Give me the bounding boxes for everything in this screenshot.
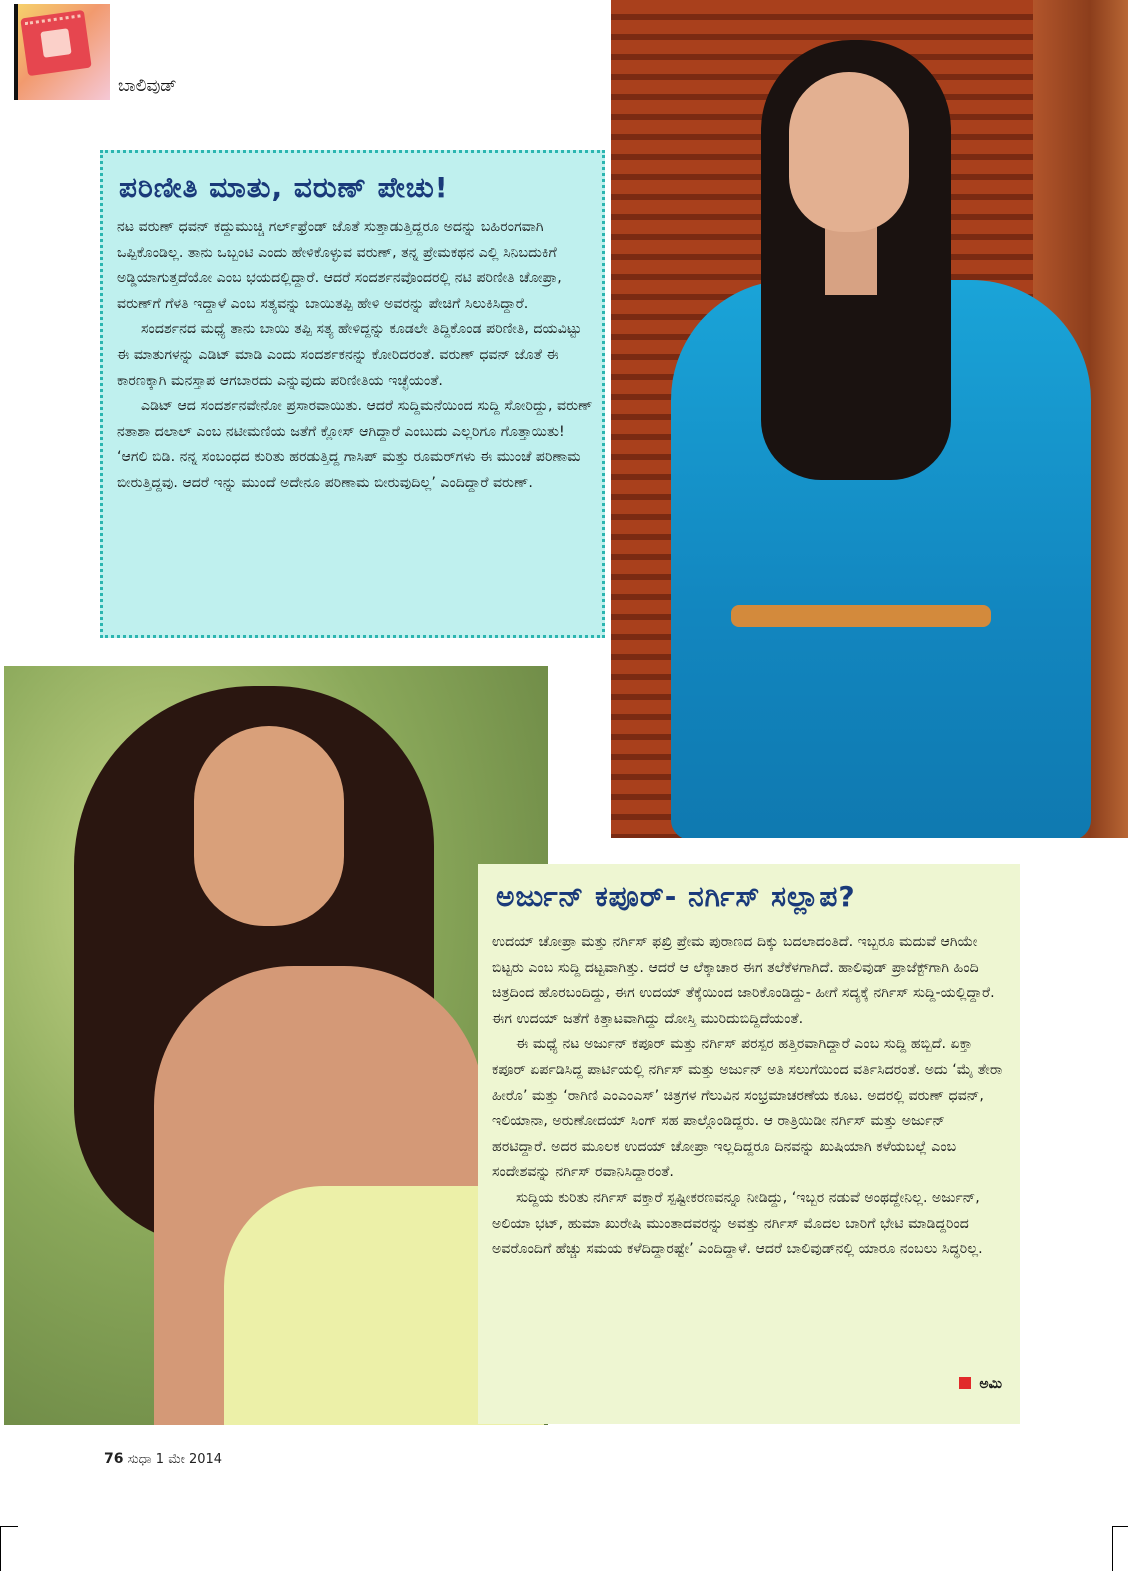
section-label: ಬಾಲಿವುಡ್: [118, 76, 177, 96]
paragraph: ಉದಯ್ ಚೋಪ್ರಾ ಮತ್ತು ನರ್ಗಿಸ್ ಫಖ್ರಿ ಪ್ರೇಮ ಪುರಾಣದ ದಿಕ್ಕು ಬದಲಾದಂತಿದೆ. ಇಬ್ಬರೂ ಮದುವೆ ಆಗಿಯೇ ಬಿಟ್ಟರು ಎಂಬ ಸುದ್ದಿ ದಟ್ಟವಾಗಿತ್ತು. ಆದರೆ ಆ ಲೆಕ್ಕಾಚಾರ ಈಗ ತಲೆಕೆಳಗಾಗಿದೆ. ಹಾಲಿವುಡ್ ಪ್ರಾಜೆಕ್ಟ್‌ಗಾಗಿ ಹಿಂದಿ ಚಿತ್ರದಿಂದ ಹೊರಬಂದಿದ್ದು, ಈಗ ಉದಯ್ ತೆಕ್ಕೆಯಿಂದ ಜಾರಿಕೊಂಡಿದ್ದು- ಹೀಗೆ ಸದ್ಯಕ್ಕೆ ನರ್ಗಿಸ್ ಸುದ್ದಿ-ಯಲ್ಲಿದ್ದಾರೆ. ಈಗ ಉದಯ್ ಜತೆಗೆ ಕಿತ್ತಾಟವಾಗಿದ್ದು ದೋಸ್ತಿ ಮುರಿದುಬಿದ್ದಿದೆಯಂತೆ.: [492, 934, 995, 1027]
article-title: ಅರ್ಜುನ್ ಕಪೂರ್- ನರ್ಗಿಸ್ ಸಲ್ಲಾಪ?: [496, 880, 856, 913]
crop-mark: [1112, 1526, 1128, 1527]
article-body: [492, 930, 1004, 1263]
article-box-parineeti: [100, 150, 605, 638]
paragraph: ಈ ಮಧ್ಯೆ ನಟ ಅರ್ಜುನ್ ಕಪೂರ್ ಮತ್ತು ನರ್ಗಿಸ್ ಪರಸ್ಪರ ಹತ್ತಿರವಾಗಿದ್ದಾರೆ ಎಂಬ ಸುದ್ದಿ ಹಬ್ಬಿದೆ. ಏಕ್ತಾ ಕಪೂರ್ ಏರ್ಪಡಿಸಿದ್ದ ಪಾರ್ಟಿಯಲ್ಲಿ ನರ್ಗಿಸ್ ಮತ್ತು ಅರ್ಜುನ್ ಅತಿ ಸಲುಗೆಯಿಂದ ವರ್ತಿಸಿದರಂತೆ. ಅದು ‘ಮೈ ತೇರಾ ಹೀರೊ’ ಮತ್ತು ‘ರಾಗಿಣಿ ಎಂಎಂಎಸ್’ ಚಿತ್ರಗಳ ಗೆಲುವಿನ ಸಂಭ್ರಮಾಚರಣೆಯ ಕೂಟ. ಅದರಲ್ಲಿ ವರುಣ್ ಧವನ್, ಇಲಿಯಾನಾ, ಅರುಣೋದಯ್ ಸಿಂಗ್ ಸಹ ಪಾಲ್ಗೊಂಡಿದ್ದರು. ಆ ರಾತ್ರಿಯಿಡೀ ನರ್ಗಿಸ್ ಮತ್ತು ಅರ್ಜುನ್ ಹರಟಿದ್ದಾರೆ. ಅದರ ಮೂಲಕ ಉದಯ್ ಚೋಪ್ರಾ ಇಲ್ಲದಿದ್ದರೂ ದಿನವನ್ನು ಖುಷಿಯಾಗಿ ಕಳೆಯಬಲ್ಲೆ ಎಂಬ ಸಂದೇಶವನ್ನು ನರ್ಗಿಸ್ ರವಾನಿಸಿದ್ದಾರಂತೆ.: [492, 1036, 1003, 1181]
section-logo: [14, 4, 110, 100]
crop-mark: [0, 1526, 1, 1571]
actress-photo-blue-dress: [611, 0, 1128, 838]
byline: [959, 1376, 1002, 1392]
article-box-arjun-nargis: [478, 864, 1020, 1424]
article-body: [117, 215, 593, 497]
page-footer: [104, 1451, 222, 1467]
crop-mark: [0, 1526, 18, 1527]
crop-mark: [1112, 1526, 1113, 1571]
paragraph: ಎಡಿಟ್ ಆದ ಸಂದರ್ಶನವೇನೋ ಪ್ರಸಾರವಾಯಿತು. ಆದರೆ ಸುದ್ದಿಮನೆಯಿಂದ ಸುದ್ದಿ ಸೋರಿದ್ದು, ವರುಣ್ ನತಾಶಾ ದಲಾಲ್ ಎಂಬ ನಟೀಮಣಿಯ ಜತೆಗೆ ಕ್ಲೋಸ್ ಆಗಿದ್ದಾರೆ ಎಂಬುದು ಎಲ್ಲರಿಗೂ ಗೊತ್ತಾಯಿತು! ‘ಆಗಲಿ ಬಿಡಿ. ನನ್ನ ಸಂಬಂಧದ ಕುರಿತು ಹರಡುತ್ತಿದ್ದ ಗಾಸಿಪ್ ಮತ್ತು ರೂಮರ್‌ಗಳು ಈ ಮುಂಚೆ ಪರಿಣಾಮ ಬೀರುತ್ತಿದ್ದವು. ಆದರೆ ಇನ್ನು ಮುಂದೆ ಅದೇನೂ ಪರಿಣಾಮ ಬೀರುವುದಿಲ್ಲ’ ಎಂದಿದ್ದಾರೆ ವರುಣ್.: [117, 398, 593, 491]
square-bullet-icon: [959, 1377, 971, 1389]
magazine-name: ಸುಧಾ: [127, 1452, 152, 1467]
article-title: ಪರಿಣೀತಿ ಮಾತು, ವರುಣ್ ಪೇಚು!: [119, 171, 449, 204]
paragraph: ಸುದ್ದಿಯ ಕುರಿತು ನರ್ಗಿಸ್ ವಕ್ತಾರೆ ಸ್ಪಷ್ಟೀಕರಣವನ್ನೂ ನೀಡಿದ್ದು, ‘ಇಬ್ಬರ ನಡುವೆ ಅಂಥದ್ದೇನಿಲ್ಲ. ಅರ್ಜುನ್, ಅಲಿಯಾ ಭಟ್, ಹುಮಾ ಖುರೇಷಿ ಮುಂತಾದವರನ್ನು ಅವತ್ತು ನರ್ಗಿಸ್ ಮೊದಲ ಬಾರಿಗೆ ಭೇಟಿ ಮಾಡಿದ್ದರಿಂದ ಅವರೊಂದಿಗೆ ಹೆಚ್ಚು ಸಮಯ ಕಳೆದಿದ್ದಾರಷ್ಟೇ’ ಎಂದಿದ್ದಾಳೆ. ಆದರೆ ಬಾಲಿವುಡ್‌ನಲ್ಲಿ ಯಾರೂ ನಂಬಲು ಸಿದ್ಧರಿಲ್ಲ.: [492, 1189, 983, 1258]
paragraph: ನಟ ವರುಣ್ ಧವನ್ ಕದ್ದುಮುಚ್ಚಿ ಗರ್ಲ್‌ಫ್ರೆಂಡ್ ಜೊತೆ ಸುತ್ತಾಡುತ್ತಿದ್ದರೂ ಅದನ್ನು ಬಹಿರಂಗವಾಗಿ ಒಪ್ಪಿಕೊಂಡಿಲ್ಲ. ತಾನು ಒಬ್ಬಂಟಿ ಎಂದು ಹೇಳಿಕೊಳ್ಳುವ ವರುಣ್, ತನ್ನ ಪ್ರೇಮಕಥನ ಎಲ್ಲಿ ಸಿನಿಬದುಕಿಗೆ ಅಡ್ಡಿಯಾಗುತ್ತದೆಯೋ ಎಂಬ ಭಯದಲ್ಲಿದ್ದಾರೆ. ಆದರೆ ಸಂದರ್ಶನವೊಂದರಲ್ಲಿ ನಟಿ ಪರಿಣೀತಿ ಚೋಪ್ರಾ, ವರುಣ್‌ಗೆ ಗೆಳತಿ ಇದ್ದಾಳೆ ಎಂಬ ಸತ್ಯವನ್ನು ಬಾಯಿತಪ್ಪಿ ಹೇಳಿ ಅವರನ್ನು ಪೇಚಿಗೆ ಸಿಲುಕಿಸಿದ್ದಾರೆ.: [117, 219, 562, 312]
page-number: 76: [104, 1451, 124, 1467]
paragraph: ಸಂದರ್ಶನದ ಮಧ್ಯೆ ತಾನು ಬಾಯಿ ತಪ್ಪಿ ಸತ್ಯ ಹೇಳಿದ್ದನ್ನು ಕೂಡಲೇ ತಿದ್ದಿಕೊಂಡ ಪರಿಣೀತಿ, ದಯವಿಟ್ಟು ಈ ಮಾತುಗಳನ್ನು ಎಡಿಟ್ ಮಾಡಿ ಎಂದು ಸಂದರ್ಶಕನನ್ನು ಕೋರಿದರಂತೆ. ವರುಣ್ ಧವನ್ ಜೊತೆ ಈ ಕಾರಣಕ್ಕಾಗಿ ಮನಸ್ತಾಪ ಆಗಬಾರದು ಎನ್ನುವುದು ಪರಿಣೀತಿಯ ಇಚ್ಛೆಯಂತೆ.: [117, 321, 582, 389]
actress-photo-portrait: [4, 666, 548, 1425]
film-icon: [20, 10, 91, 76]
issue-date: 1 ಮೇ 2014: [155, 1452, 223, 1467]
byline-author: ಅಮಿ: [979, 1376, 1002, 1392]
